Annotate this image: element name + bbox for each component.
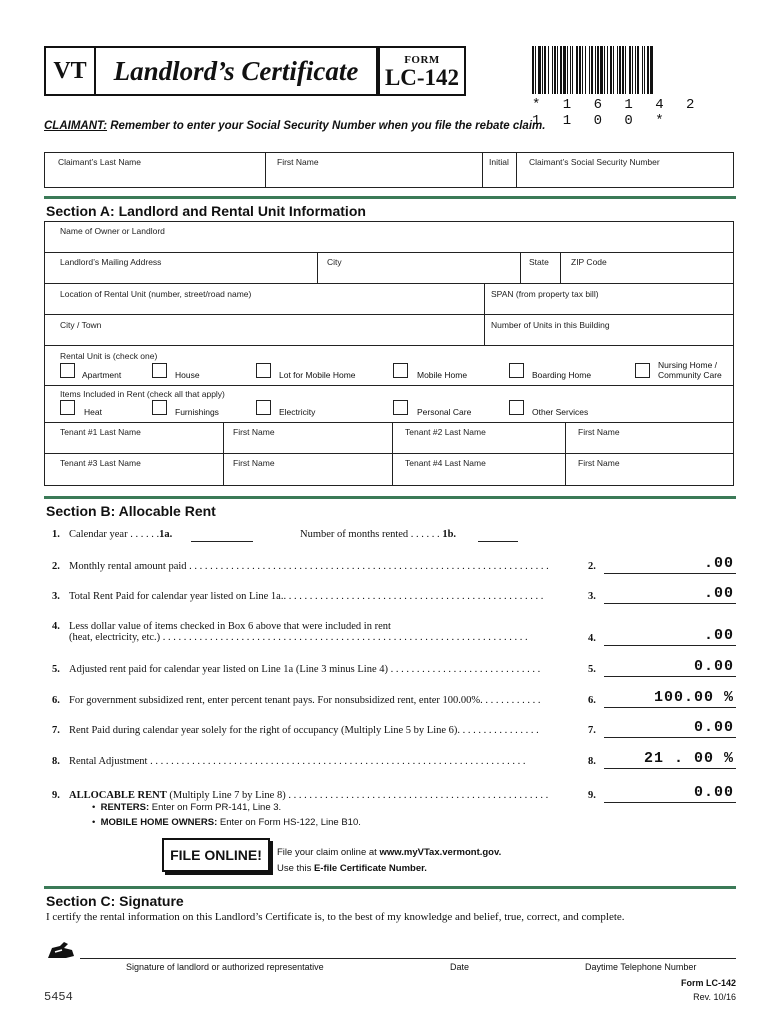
owner-field[interactable]: Name of Owner or Landlord — [60, 226, 165, 236]
line1b-row: Number of months rented . . . . . . 1b. — [300, 529, 457, 540]
nursing-home-checkbox[interactable] — [635, 363, 650, 378]
line2-row: 2. Monthly rental amount paid . . . . . . . . . . . . . . . . . . . . . . . . . . . . . . . . . . . . . . . . . . . . . . . . . . . . . . . . . . . . . . . . . . . . . — [52, 561, 549, 572]
date-label: Date — [450, 962, 470, 972]
line4-ref: 4. — [588, 633, 596, 644]
claimant-first-name-field[interactable]: First Name — [277, 157, 319, 167]
signature-pen-icon — [46, 940, 76, 960]
footer-code: 5454 — [44, 990, 73, 1004]
tenant3-last-field[interactable]: Tenant #3 Last Name — [60, 458, 141, 468]
file-online-button[interactable]: FILE ONLINE! — [162, 838, 270, 872]
city-field[interactable]: City — [327, 257, 342, 267]
line9-row: 9. ALLOCABLE RENT (Multiply Line 7 by Line 8) . . . . . . . . . . . . . . . . . . . . . . . . . . . . . . . . . . . . . . . . . . . . . . . . . . — [52, 790, 549, 801]
line2-ref: 2. — [588, 561, 596, 572]
claimant-ssn-field[interactable]: Claimant’s Social Security Number — [529, 157, 660, 167]
claimant-reminder: Remember to enter your Social Security Number when you file the rebate claim. — [110, 120, 546, 132]
line1-row: 1. Calendar year . . . . . .1a. — [52, 529, 173, 540]
months-rented-field[interactable] — [478, 541, 518, 542]
other-services-label: Other Services — [532, 407, 589, 417]
lot-label: Lot for Mobile Home — [279, 370, 356, 380]
mobile-owners-note: • MOBILE HOME OWNERS: Enter on Form HS-122, Line B10. — [92, 817, 361, 828]
line2-amount: .00 — [703, 555, 734, 572]
tenant3-first-field[interactable]: First Name — [233, 458, 275, 468]
form-title: Landlord’s Certificate — [96, 46, 378, 96]
line4-amount-field[interactable] — [604, 645, 736, 646]
line8-ref: 8. — [588, 756, 596, 767]
line9-ref: 9. — [588, 790, 596, 801]
form-word: FORM — [404, 54, 440, 66]
line7-ref: 7. — [588, 725, 596, 736]
signature-field[interactable] — [80, 958, 736, 959]
claimant-box — [44, 152, 734, 188]
tenant4-first-field[interactable]: First Name — [578, 458, 620, 468]
house-label: House — [175, 370, 200, 380]
mobile-home-label: Mobile Home — [417, 370, 468, 380]
myvtax-link[interactable]: www.myVTax.vermont.gov. — [379, 847, 502, 858]
claimant-label: CLAIMANT: — [44, 120, 108, 132]
certification-text: I certify the rental information on this Landlord’s Certificate is, to the best of my knowledge and belief, true, correct, and complete. — [46, 911, 625, 923]
personal-care-label: Personal Care — [417, 407, 472, 417]
electricity-checkbox[interactable] — [256, 400, 271, 415]
claimant-initial-field[interactable]: Initial — [489, 157, 509, 167]
claimant-note — [44, 120, 545, 132]
line5-amount-field[interactable] — [604, 676, 736, 677]
zip-field[interactable]: ZIP Code — [571, 257, 607, 267]
boarding-home-checkbox[interactable] — [509, 363, 524, 378]
line5-amount: 0.00 — [693, 658, 734, 675]
line3-amount-field[interactable] — [604, 603, 736, 604]
state-field[interactable]: State — [529, 257, 549, 267]
line8-amount: 21 . 00 % — [643, 750, 734, 767]
file-online-text: File your claim online at www.myVTax.vermont.gov. Use this E-file Certificate Number. — [277, 847, 502, 874]
apartment-label: Apartment — [82, 370, 122, 380]
barcode-text: * 1 6 1 4 2 1 1 0 0 * — [532, 97, 702, 129]
line6-ref: 6. — [588, 695, 596, 706]
lot-checkbox[interactable] — [256, 363, 271, 378]
town-field[interactable]: City / Town — [60, 320, 102, 330]
renters-note: • RENTERS: Enter on Form PR-141, Line 3. — [92, 802, 282, 813]
line5-ref: 5. — [588, 664, 596, 675]
mobile-home-checkbox[interactable] — [393, 363, 408, 378]
span-field[interactable]: SPAN (from property tax bill) — [491, 289, 599, 299]
nursing-home-label: Nursing Home / Community Care — [658, 360, 722, 380]
mailing-address-field[interactable]: Landlord’s Mailing Address — [60, 257, 162, 267]
tenant4-last-field[interactable]: Tenant #4 Last Name — [405, 458, 486, 468]
line4-amount: .00 — [703, 627, 734, 644]
phone-label: Daytime Telephone Number — [585, 962, 697, 972]
heat-label: Heat — [84, 407, 102, 417]
furnishings-label: Furnishings — [175, 407, 219, 417]
personal-care-checkbox[interactable] — [393, 400, 408, 415]
apartment-checkbox[interactable] — [60, 363, 75, 378]
other-services-checkbox[interactable] — [509, 400, 524, 415]
boarding-home-label: Boarding Home — [532, 370, 592, 380]
units-field[interactable]: Number of Units in this Building — [491, 320, 610, 330]
furnishings-checkbox[interactable] — [152, 400, 167, 415]
signature-label: Signature of landlord or authorized representative — [126, 962, 324, 972]
tenant2-first-field[interactable]: First Name — [578, 427, 620, 437]
line4-row: 4. Less dollar value of items checked in Box 6 above that were included in rent (heat, electricity, etc.) . . . . . . . . . . . . . . . . . . . . . . . . . . . . . . . . . . . . . . . . . . . . . . . . . . . . . . . . . . . . . . . . . . . . . . — [52, 621, 528, 643]
line3-ref: 3. — [588, 591, 596, 602]
calendar-year-field[interactable] — [191, 541, 253, 542]
barcode-icon — [532, 46, 728, 94]
heat-checkbox[interactable] — [60, 400, 75, 415]
line2-amount-field[interactable] — [604, 573, 736, 574]
line7-amount-field[interactable] — [604, 737, 736, 738]
line6-amount: 100.00 % — [653, 689, 734, 706]
state-badge: VT — [44, 46, 96, 96]
line6-row: 6. For government subsidized rent, enter percent tenant pays. For nonsubsidized rent, enter 100.00%. . . . . . . . . . . . — [52, 695, 541, 706]
tenant1-first-field[interactable]: First Name — [233, 427, 275, 437]
line6-amount-field[interactable] — [604, 707, 736, 708]
section-a-box — [44, 221, 734, 486]
line9-amount: 0.00 — [693, 784, 734, 801]
tenant1-last-field[interactable]: Tenant #1 Last Name — [60, 427, 141, 437]
line7-row: 7. Rent Paid during calendar year solely for the right of occupancy (Multiply Line 5 by Line 6). . . . . . . . . . . . . . . . — [52, 725, 539, 736]
location-field[interactable]: Location of Rental Unit (number, street/road name) — [60, 289, 252, 299]
line8-row: 8. Rental Adjustment . . . . . . . . . . . . . . . . . . . . . . . . . . . . . . . . . . . . . . . . . . . . . . . . . . . . . . . . . . . . . . . . . . . . . . . . — [52, 756, 526, 767]
line9-amount-field[interactable] — [604, 802, 736, 803]
items-label: Items Included in Rent (check all that apply) — [60, 389, 225, 399]
line5-row: 5. Adjusted rent paid for calendar year listed on Line 1a (Line 3 minus Line 4) . . . . . . . . . . . . . . . . . . . . . . . . . . . . . — [52, 664, 541, 675]
tenant2-last-field[interactable]: Tenant #2 Last Name — [405, 427, 486, 437]
form-number-box — [378, 46, 466, 96]
form-number: LC-142 — [384, 65, 460, 90]
section-b-title: Section B: Allocable Rent — [46, 503, 216, 519]
section-a-title: Section A: Landlord and Rental Unit Information — [46, 203, 366, 219]
line3-amount: .00 — [703, 585, 734, 602]
unit-type-label: Rental Unit is (check one) — [60, 351, 158, 361]
footer-form: Form LC-142 — [680, 978, 736, 988]
claimant-last-name-field[interactable]: Claimant’s Last Name — [58, 157, 141, 167]
footer-rev: Rev. 10/16 — [693, 992, 736, 1002]
line8-amount-field[interactable] — [604, 768, 736, 769]
house-checkbox[interactable] — [152, 363, 167, 378]
section-c-title: Section C: Signature — [46, 893, 184, 909]
electricity-label: Electricity — [279, 407, 316, 417]
line3-row: 3. Total Rent Paid for calendar year listed on Line 1a.. . . . . . . . . . . . . . . . . . . . . . . . . . . . . . . . . . . . . . . . . . . . . . . . . . — [52, 591, 544, 602]
line7-amount: 0.00 — [693, 719, 734, 736]
